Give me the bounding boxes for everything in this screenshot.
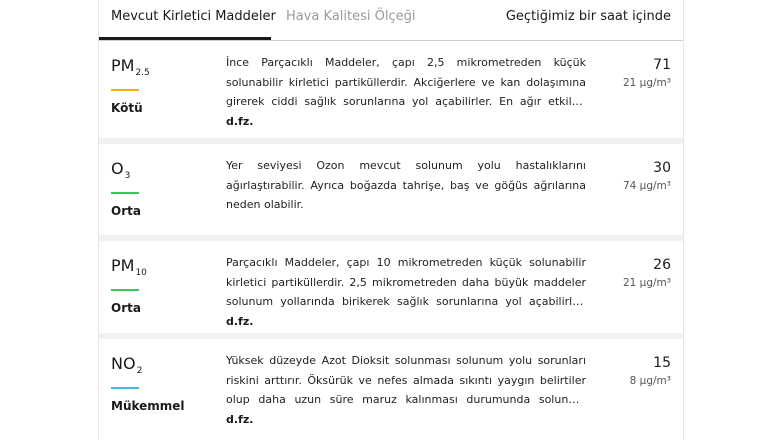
- aqi-level-label: Mükemmel: [111, 399, 185, 413]
- pollutant-description: Parçacıklı Maddeler, çapı 10 mikrometreden küçük solunabilir kirletici partiküllerdir. 2,5 mikrometreden daha büyük maddeler solunum yollarında birikerek sağlık sorunlarına yol açabilirler. d.fz.: [226, 253, 586, 331]
- aqi-level-label: Orta: [111, 301, 141, 315]
- aqi-level-bar: [111, 387, 139, 389]
- aqi-level-label: Orta: [111, 204, 141, 218]
- pollutant-description: İnce Parçacıklı Maddeler, çapı 2,5 mikrometreden küçük solunabilir kirletici partiküllerdir. Akciğerlere ve kan dolaşımına girerek ciddi sağlık sorunlarına yol açabilirler. En ağır etkileri d.fz.: [226, 53, 586, 131]
- pollutant-row-pm25: [99, 41, 683, 144]
- pollutant-description: Yer seviyesi Ozon mevcut solunum yolu hastalıklarını ağırlaştırabilir. Ayrıca boğazda tahrişe, baş ve göğüs ağrılarına neden olabilir.: [226, 159, 586, 211]
- concentration-value: 21 µg/m³: [622, 77, 671, 89]
- pollutant-row-pm10: [99, 241, 683, 339]
- tab-bar: [99, 0, 683, 41]
- pollutant-formula: $NO_2$: [111, 354, 143, 376]
- pollutant-row-o3: [99, 144, 683, 241]
- aqi-level-label: Kötü: [111, 101, 143, 115]
- tab-current-pollutants[interactable]: Mevcut Kirletici Maddeler: [111, 9, 276, 24]
- aqi-level-bar: [111, 192, 139, 194]
- pollutant-row-no2: [99, 339, 683, 440]
- aqi-level-bar: [111, 89, 139, 91]
- aqi-value: 26: [653, 257, 671, 273]
- pollutant-formula: $O_3$: [111, 159, 131, 181]
- active-tab-indicator: [99, 37, 271, 40]
- tab-air-quality-scale[interactable]: Hava Kalitesi Ölçeği: [286, 9, 416, 24]
- aqi-value: 15: [653, 355, 671, 371]
- aqi-value: 30: [653, 160, 671, 176]
- pollutant-description: Yüksek düzeyde Azot Dioksit solunması solunum yolu sorunları riskini arttırır. Öksürük ve nefes almada sıkıntı yaygın belirtiler olup daha uzun süre maruz kalınması durumunda solunum d.fz.: [226, 351, 586, 429]
- timeframe-label: Geçtiğimiz bir saat içinde: [505, 9, 671, 24]
- concentration-value: 21 µg/m³: [622, 277, 671, 289]
- air-quality-panel: [98, 0, 684, 440]
- read-more-link[interactable]: d.fz.: [226, 314, 254, 328]
- aqi-level-bar: [111, 289, 139, 291]
- read-more-link[interactable]: d.fz.: [226, 114, 254, 128]
- aqi-value: 71: [653, 57, 671, 73]
- pollutant-formula: $PM_{2.5}$: [111, 56, 150, 78]
- concentration-value: 8 µg/m³: [629, 375, 671, 387]
- pollutant-formula: $PM_{10}$: [111, 256, 147, 278]
- read-more-link[interactable]: d.fz.: [226, 412, 254, 426]
- concentration-value: 74 µg/m³: [622, 180, 671, 192]
